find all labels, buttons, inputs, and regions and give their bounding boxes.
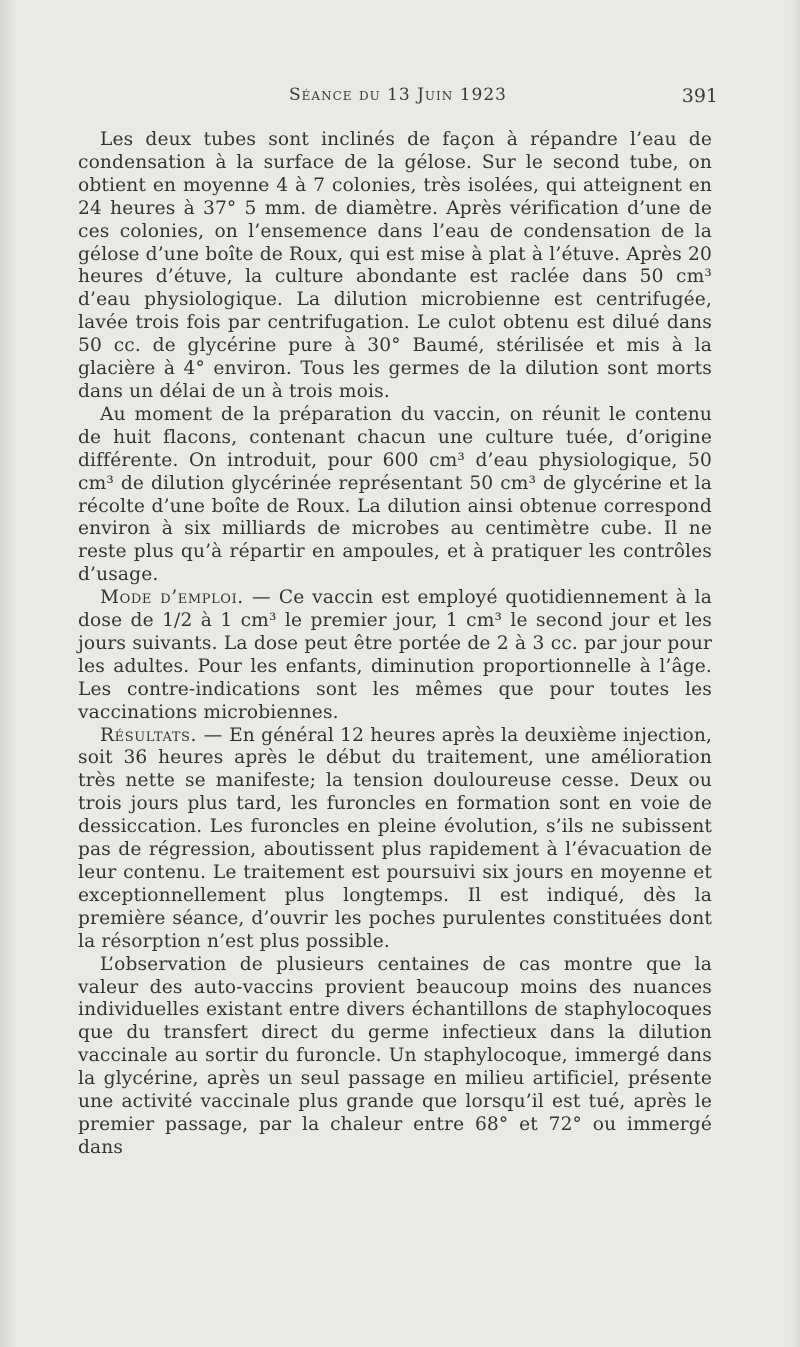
paragraph-text: Ce vaccin est employé quotidiennement à la dose de 1/2 à 1 cm³ le premier jour, 1 cm³ le second jour et les jours suivants. La dose peut être portée de 2 à 3 cc. par jour pour les adultes. Pour les enfants, diminution proportionnelle à l’âge. Les contre-indications sont les mêmes que pour toutes les vaccinations microbiennes. — [78, 587, 712, 723]
running-head: Séance du 13 Juin 1923 — [289, 85, 507, 105]
page-gutter-left — [0, 0, 16, 1347]
section-lead: Mode d’emploi. — — [100, 587, 272, 609]
page-number: 391 — [681, 85, 718, 107]
body-text — [78, 129, 712, 1160]
paragraph-text: L’observation de plusieurs centaines de cas montre que la valeur des auto-vaccins provient beaucoup moins des nuances individuelles existant entre divers échantillons de staphylocoques que du transfert direct du germe infectieux dans la dilution vaccinale au sortir du furoncle. Un staphylocoque, immergé dans la glycérine, après un seul passage en milieu artificiel, présente une activité vaccinale plus grande que lorsqu’il est tué, après le premier passage, par la chaleur entre 68° et 72° ou immergé dans — [78, 953, 712, 1158]
page-edge-right — [790, 0, 800, 1347]
section-lead: Résultats. — — [100, 724, 223, 746]
page-header — [78, 85, 718, 115]
paragraph-mode-emploi — [78, 587, 712, 724]
paragraph-vaccine-assembly — [78, 404, 712, 587]
paragraph-resultats — [78, 725, 712, 954]
paragraph-text: Au moment de la préparation du vaccin, on réunit le contenu de huit flacons, contenant chacun une culture tuée, d’origine différente. On introduit, pour 600 cm³ d’eau physiologique, 50 cm³ de dilution glycérinée représentant 50 cm³ de glycérine et la récolte d’une boîte de Roux. La dilution ainsi obtenue correspond environ à six milliards de microbes au centimètre cube. Il ne reste plus qu’à répartir en ampoules, et à pratiquer les contrôles d’usage. — [78, 403, 712, 586]
paragraph-preparation — [78, 129, 712, 404]
paragraph-text: En général 12 heures après la deuxième injection, soit 36 heures après le début du traitement, une amélioration très nette se manifeste; la tension douloureuse cesse. Deux ou trois jours plus tard, les furoncles en formation sont en voie de dessiccation. Les furoncles en pleine évolution, s’ils ne subissent pas de régression, aboutissent plus rapidement à l’évacuation de leur contenu. Le traitement est poursuivi six jours en moyenne et exceptionnellement plus longtemps. Il est indiqué, dès la première séance, d’ouvrir les poches purulentes constituées dont la résorption n’est plus possible. — [78, 724, 712, 952]
paragraph-observation — [78, 954, 712, 1160]
paragraph-text: Les deux tubes sont inclinés de façon à répandre l’eau de condensation à la surface de la gélose. Sur le second tube, on obtient en moyenne 4 à 7 colonies, très isolées, qui atteignent en 24 heures à 37° 5 mm. de diamètre. Après vérification d’une de ces colonies, on l’ensemence dans l’eau de condensation de la gélose d’une boîte de Roux, qui est mise à plat à l’étuve. Après 20 heures d’étuve, la culture abondante est raclée dans 50 cm³ d’eau physiologique. La dilution microbienne est centrifugée, lavée trois fois par centrifugation. Le culot obtenu est dilué dans 50 cc. de glycérine pure à 30° Baumé, stérilisée et mis à la glacière à 4° environ. Tous les germes de la dilution sont morts dans un délai de un à trois mois. — [78, 129, 712, 402]
